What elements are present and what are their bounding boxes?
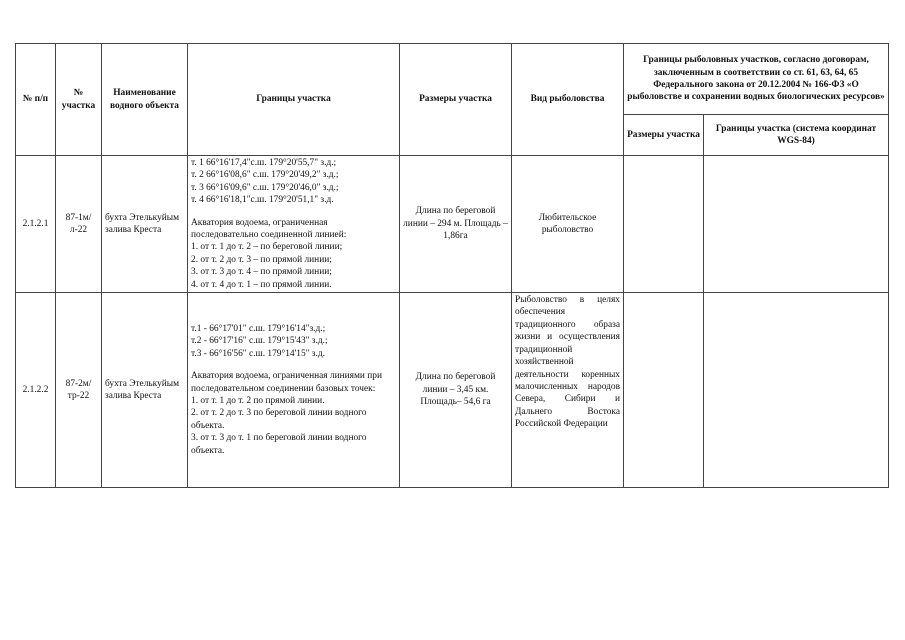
step-line: 2. от т. 2 до т. 3 – по прямой линии; (191, 254, 332, 265)
cell-num: 2.1.2.2 (16, 293, 56, 488)
header-water-name: Наименование водного объекта (102, 44, 188, 156)
point-line: т. 4 66°16'18,1"с.ш. 179°20'51,1" з.д. (191, 195, 334, 206)
cell-agr-size (624, 293, 704, 488)
header-bounds: Границы участка (188, 44, 400, 156)
cell-fishing-type: Любительское рыболовство (512, 156, 624, 293)
point-line: т. 2 66°16'08,6" с.ш. 179°20'49,2" з.д.; (191, 170, 339, 181)
cell-size: Длина по береговой линии – 294 м. Площадь – 1,86га (400, 156, 512, 293)
fishing-plots-table (15, 43, 889, 488)
cell-bounds (188, 156, 400, 293)
point-line: т.2 - 66°17'16" с.ш. 179°15'43" з.д.; (191, 336, 328, 347)
cell-water: бухта Этелькуйым залива Креста (102, 293, 188, 488)
cell-agr-size (624, 156, 704, 293)
header-agr-sizes: Размеры участка (624, 115, 704, 156)
cell-agr-bounds (704, 156, 889, 293)
cell-agr-bounds (704, 293, 889, 488)
header-plot-num: № участка (56, 44, 102, 156)
step-line: 1. от т. 1 до т. 2 по прямой линии. (191, 396, 325, 407)
cell-size: Длина по береговой линии – 3,45 км. Площадь– 54,6 га (400, 293, 512, 488)
header-sizes: Размеры участка (400, 44, 512, 156)
cell-fishing-type: Рыболовство в целях обеспечения традиционного образа жизни и осуществления традиционной хозяйственной деятельности коренных малочисленных народов Севера, Сибири и Дальнего Востока Российской Федерации (512, 293, 624, 488)
step-line: 1. от т. 1 до т. 2 – по береговой линии; (191, 242, 343, 253)
step-line: 4. от т. 4 до т. 1 – по прямой линии. (191, 279, 332, 290)
header-fishing-type: Вид рыболовства (512, 44, 624, 156)
point-line: т. 1 66°16'17,4"с.ш. 179°20'55,7" з.д.; (191, 158, 337, 168)
point-line: т.1 - 66°17'01" с.ш. 179°16'14"з.д.; (191, 324, 326, 335)
step-line: 3. от т. 3 до т. 1 по береговой линии водного объекта. (191, 433, 367, 456)
step-line: 2. от т. 2 до т. 3 по береговой линии водного объекта. (191, 408, 367, 431)
point-line: т.3 - 66°16'56" с.ш. 179°14'15" з.д. (191, 348, 325, 359)
point-line: т. 3 66°16'09,6" с.ш. 179°20'46,0" з.д.; (191, 182, 339, 193)
bounds-description: Акватория водоема, ограниченная последовательно соединенной линией: (191, 217, 347, 241)
step-line: 3. от т. 3 до т. 4 – по прямой линии; (191, 267, 332, 278)
header-num: № п/п (16, 44, 56, 156)
table-row (16, 293, 889, 488)
cell-water: бухта Этелькуйым залива Креста (102, 156, 188, 293)
header-agr-bounds: Границы участка (система координат WGS-84) (704, 115, 889, 156)
cell-num: 2.1.2.1 (16, 156, 56, 293)
bounds-description: Акватория водоема, ограниченная линиями при последовательном соединении базовых точек: (191, 371, 382, 394)
cell-plot: 87-2м/тр-22 (56, 293, 102, 488)
table-row (16, 156, 889, 293)
cell-plot: 87-1м/л-22 (56, 156, 102, 293)
header-agreements: Границы рыболовных участков, согласно договорам, заключенным в соответствии со ст. 61, 63, 64, 65 Федерального закона от 20.12.2004 № 166-ФЗ «О рыболовстве и сохранении водных биологических ресурсов» (624, 44, 889, 115)
cell-bounds (188, 293, 400, 488)
